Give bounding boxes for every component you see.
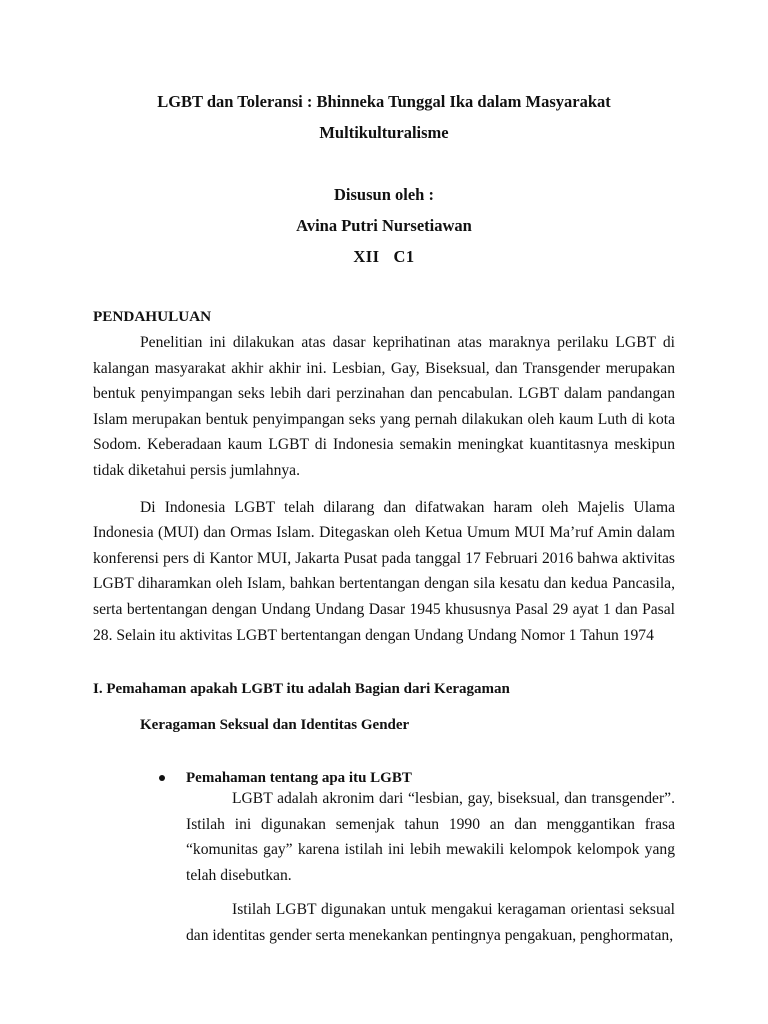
intro-heading: PENDAHULUAN [93, 308, 212, 325]
section-1-subheading: Keragaman Seksual dan Identitas Gender [140, 717, 410, 733]
composed-by-label: Disusun oleh : [334, 185, 434, 204]
author-class: XII C1 [353, 247, 415, 266]
bullet-dot-icon [159, 775, 165, 781]
author-name: Avina Putri Nursetiawan [296, 216, 472, 235]
document-title [92, 86, 676, 148]
introduction-section [93, 304, 675, 648]
author-block [92, 179, 676, 272]
bullet-title: Pemahaman tentang apa itu LGBT [186, 770, 412, 786]
intro-paragraph-2: Di Indonesia LGBT telah dilarang dan difatwakan haram oleh Majelis Ulama Indonesia (MUI) dan Ormas Islam. Ditegaskan oleh Ketua Umum MUI Ma’ruf Amin dalam konferensi pers di Kantor MUI, Jakarta Pusat pada tanggal 17 Februari 2016 bahwa aktivitas LGBT diharamkan oleh Islam, bahkan bertentangan dengan sila kesatu dan kedua Pancasila, serta bertentangan dengan Undang Undang Dasar 1945 khususnya Pasal 29 ayat 1 dan Pasal 28. Selain itu aktivitas LGBT bertentangan dengan Undang Undang Nomor 1 Tahun 1974 [93, 498, 675, 644]
title-line-1: LGBT dan Toleransi : Bhinneka Tunggal Ika dalam Masyarakat [157, 92, 611, 111]
bullet-body [186, 786, 675, 949]
bullet-paragraph-1: LGBT adalah akronim dari “lesbian, gay, biseksual, dan transgender”. Istilah ini digunakan semenjak tahun 1990 an dan menggantikan frasa “komunitas gay” karena istilah ini lebih mewakili kelompok kelompok yang telah disebutkan. [186, 790, 675, 884]
section-1-heading: I. Pemahaman apakah LGBT itu adalah Bagian dari Keragaman [93, 681, 510, 697]
intro-paragraph-1: Penelitian ini dilakukan atas dasar keprihatinan atas maraknya perilaku LGBT di kalangan masyarakat akhir akhir ini. Lesbian, Gay, Biseksual, dan Transgender merupakan bentuk penyimpangan seks lebih dari perzinahan dan pencabulan. LGBT dalam pandangan Islam merupakan bentuk penyimpangan seks yang pernah dilakukan oleh kaum Luth di kota Sodom. Keberadaan kaum LGBT di Indonesia semakin meningkat kuantitasnya meskipun tidak diketahui persis jumlahnya. [93, 334, 675, 479]
bullet-paragraph-2: Istilah LGBT digunakan untuk mengakui keragaman orientasi seksual dan identitas gender serta menekankan pentingnya pengakuan, penghormatan, [186, 901, 675, 944]
title-line-2: Multikulturalisme [319, 123, 449, 142]
